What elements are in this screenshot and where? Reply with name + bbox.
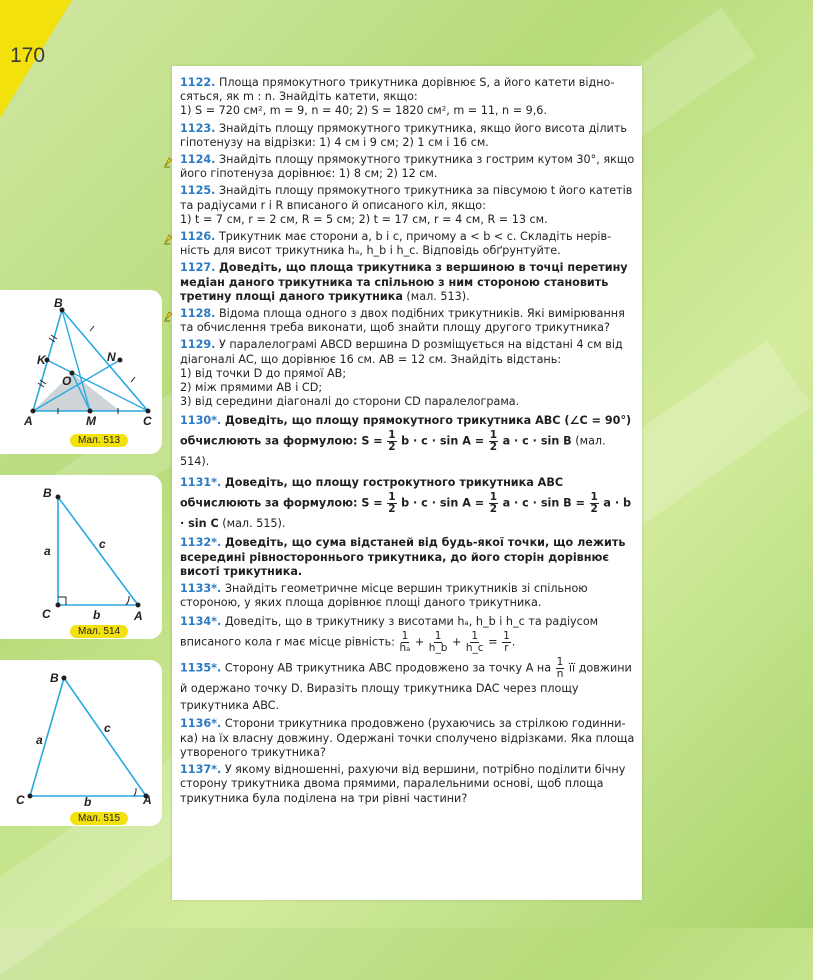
problem-1136	[180, 717, 636, 760]
problem-1137	[180, 763, 636, 806]
problem-text: Трикутник має сторони a, b і c, причому a < b < c. Складіть нерівність для висот трикутника hₐ, h_b і h_c. Відповідь обґрунтуйте.	[180, 230, 612, 258]
page-number: 170	[10, 44, 46, 67]
vertex-label-n: N	[107, 350, 116, 364]
problem-1124	[180, 153, 636, 181]
vertex-label-c: C	[16, 793, 25, 807]
problem-text: 1) S = 720 см², m = 9, n = 40; 2) S = 1820 см², m = 11, n = 9,6.	[180, 104, 547, 118]
fraction-one-over-hb: $\frac{1}{h\_b}$	[428, 630, 448, 655]
figure-514-caption: Мал. 514	[70, 625, 128, 638]
problem-number: 1128.	[180, 307, 216, 321]
vertex-points	[28, 676, 149, 799]
problem-text: Доведіть, що в трикутнику з висотами hₐ, h_b і h_c та радіусом вписаного кола r має місце рівність:	[180, 615, 599, 649]
figure-reference: (мал. 515).	[218, 517, 286, 531]
formula-part: b · c · sin A =	[401, 496, 485, 510]
problem-text: Знайдіть площу прямокутного трикутника, якщо його висота ділить гіпотенузу на відрізки: 1) 4 см і 9 см; 2) 1 см і 16 см.	[180, 121, 627, 149]
problem-1133	[180, 582, 636, 610]
problem-number: 1135*.	[180, 661, 222, 675]
side-label-c: c	[104, 721, 111, 735]
side-label-c: c	[99, 537, 106, 551]
figure-reference: (мал. 514).	[180, 434, 606, 469]
vertex-label-a: A	[134, 609, 143, 623]
lamp-icon	[163, 154, 177, 168]
problem-text: Доведіть, що сума відстаней від будь-якої точки, що лежить всередині рівностороннього трикутника, до його сторін дорівнює висоті трикутника.	[180, 536, 626, 578]
problem-1130	[180, 412, 636, 471]
plus-sign: +	[451, 635, 462, 649]
problem-number: 1125.	[180, 184, 216, 198]
vertex-label-b: B	[43, 486, 52, 500]
formula-part: a · b · sin C	[180, 496, 632, 531]
vertex-label-k: K	[37, 353, 46, 367]
formula-part: b · c · sin A =	[401, 434, 485, 448]
problem-text: Сторони трикутника продовжено (рухаючись за стрілкою годинника) на їх власну довжину. Одержані точки сполучено відрізками. Яка площа утвореного трикутника?	[180, 717, 635, 759]
problem-number: 1123.	[180, 121, 216, 135]
side-label-b: b	[84, 795, 92, 809]
problem-1129	[180, 338, 636, 409]
equals-sign: =	[488, 635, 498, 649]
vertex-label-a: A	[24, 414, 33, 428]
problem-1127	[180, 261, 636, 304]
problem-text: Сторону AB трикутника ABC продовжено за точку A на	[224, 661, 552, 675]
problem-1126	[180, 230, 636, 258]
problem-number: 1124.	[180, 153, 216, 167]
problem-1128	[180, 307, 636, 335]
vertex-label-b: B	[50, 671, 59, 685]
formula-part: a · c · sin B =	[502, 496, 585, 510]
side-label-b: b	[93, 608, 101, 622]
problem-subitem: 3) від середини діагоналі до сторони CD паралелограма.	[180, 395, 520, 409]
fraction-one-half: $\frac{1}{2}$	[388, 491, 396, 516]
figure-514-card	[0, 475, 162, 639]
fraction-one-over-n: $\frac{1}{n}$	[556, 656, 564, 681]
problem-number: 1134*.	[180, 615, 222, 629]
figure-514-diagram	[0, 475, 162, 623]
problem-number: 1126.	[180, 230, 216, 244]
problem-number: 1129.	[180, 338, 216, 352]
triangle-abc	[58, 497, 138, 605]
problem-number: 1132*.	[180, 536, 222, 550]
figure-513-diagram	[0, 290, 162, 430]
problem-text: Доведіть, що площа трикутника з вершиною в точці перетину медіан даного трикутника та спільною з ним стороною становить третину площі даного трикутника	[180, 261, 628, 303]
problem-text: Знайдіть площу прямокутного трикутника за півсумою t його катетів та радіусами r і R вписаного й описаного кіл, якщо:	[180, 184, 633, 212]
problem-list	[180, 76, 636, 809]
problem-text: Площа прямокутного трикутника дорівнює S, а його катети відносяться, як m : n. Знайдіть катети, якщо:	[180, 76, 615, 104]
problem-text: Відома площа одного з двох подібних трикутників. Які вимірювання та обчислення треба виконати, щоб знайти площу другого трикутника?	[180, 307, 625, 335]
vertex-label-c: C	[42, 607, 51, 621]
fraction-one-half: $\frac{1}{2}$	[388, 429, 396, 454]
angle-mark-a	[126, 596, 129, 605]
vertex-label-a: A	[143, 793, 152, 807]
shaded-triangle	[33, 373, 120, 411]
problem-text: Доведіть, що площу гострокутного трикутника ABC обчислюють за формулою: S =	[180, 476, 564, 510]
problem-number: 1130*.	[180, 414, 222, 428]
formula-part: a · c · sin B	[502, 434, 572, 448]
vertex-label-c: C	[143, 414, 152, 428]
side-label-a: a	[44, 544, 51, 558]
problem-1122	[180, 76, 636, 119]
triangle-abc	[30, 678, 146, 796]
problem-text: Доведіть, що площу прямокутного трикутника ABC (∠C = 90°) обчислюють за формулою: S =	[180, 414, 632, 448]
side-label-a: a	[36, 733, 43, 747]
problem-subitem: 2) між прямими AB і CD;	[180, 381, 323, 395]
figure-515-card	[0, 660, 162, 826]
problem-number: 1137*.	[180, 763, 222, 777]
fraction-one-half: $\frac{1}{2}$	[489, 429, 497, 454]
problem-number: 1133*.	[180, 582, 222, 596]
problem-number: 1122.	[180, 76, 216, 89]
lamp-icon	[163, 308, 177, 322]
problem-1123	[180, 122, 636, 150]
problem-number: 1127.	[180, 261, 216, 275]
problem-1135	[180, 657, 636, 714]
problem-1134: 1134*. Доведіть, що в трикутнику з висотами hₐ, h_b і h_c та радіусом вписаного кола r має місце рівність: $\frac{1}{\text{hₐ}}$ + $\frac{1}{h\_b}$ + $\frac{1}{h\_c}$ = $\frac{1}{r}$ .	[180, 615, 599, 655]
lamp-icon	[163, 231, 177, 245]
problem-1125	[180, 184, 636, 227]
problem-text: Знайдіть площу прямокутного трикутника з гострим кутом 30°, якщо його гіпотенуза дорівнює: 1) 8 см; 2) 12 см.	[180, 153, 635, 181]
vertex-label-m: M	[86, 414, 96, 428]
problem-1131	[180, 474, 636, 533]
problem-text: У паралелограмі ABCD вершина D розміщується на відстані 4 см від діагоналі AC, що дорівнює 16 см. AB = 12 см. Знайдіть відстань:	[180, 338, 623, 366]
fraction-one-half: $\frac{1}{2}$	[590, 491, 598, 516]
problem-text: 1) t = 7 см, r = 2 см, R = 5 см; 2) t = 17 см, r = 4 см, R = 13 см.	[180, 212, 548, 226]
problem-subitem: 1) від точки D до прямої AB;	[180, 366, 347, 380]
vertex-label-o: O	[62, 374, 72, 388]
fraction-one-half: $\frac{1}{2}$	[489, 491, 497, 516]
vertex-label-b: B	[54, 296, 63, 310]
figure-515-diagram	[0, 660, 162, 809]
figure-515-caption: Мал. 515	[70, 812, 128, 825]
fraction-one-over-ha: $\frac{1}{\text{hₐ}}$	[399, 630, 411, 655]
figure-reference: (мал. 513).	[402, 289, 470, 303]
problem-text: Знайдіть геометричне місце вершин трикутників зі спільною стороною, у яких площа дорівнює площі даного трикутника.	[180, 582, 588, 610]
fraction-one-over-r: $\frac{1}{r}$	[503, 630, 510, 655]
fraction-one-over-hc: $\frac{1}{h\_c}$	[465, 630, 484, 655]
problem-number: 1136*.	[180, 717, 222, 731]
problem-text: У якому відношенні, рахуючи від вершини, потрібно поділити бічну сторону трикутника двома прямими, паралельними основі, щоб площа трикутника була поділена на три рівні частини?	[180, 763, 626, 805]
problem-number: 1131*.	[180, 476, 222, 490]
problem-1132	[180, 536, 636, 579]
figure-513-caption: Мал. 513	[70, 434, 128, 447]
plus-sign: +	[414, 635, 425, 649]
angle-mark-a	[134, 788, 136, 796]
problem-text: її довжини й одержано точку D. Виразіть площу трикутника DAC через площу трикутника ABC.	[180, 661, 632, 713]
figure-513-card	[0, 290, 162, 454]
